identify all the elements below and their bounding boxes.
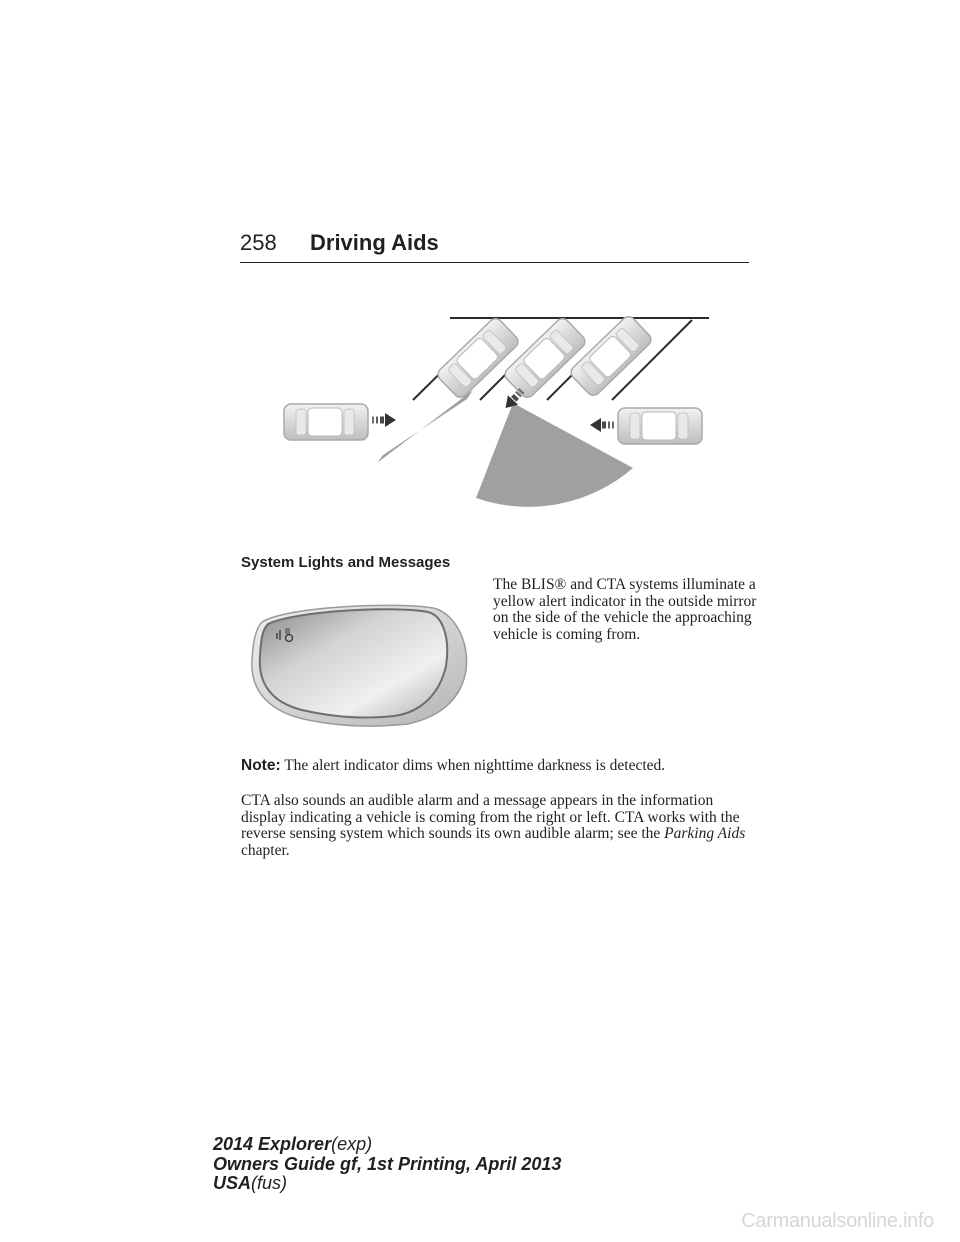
arrow-left-icon <box>590 418 614 432</box>
page-header <box>240 228 749 263</box>
cta-text-end: chapter. <box>241 841 290 859</box>
page-number: 258 <box>240 230 277 255</box>
footer-model: 2014 Explorer <box>213 1134 332 1154</box>
chapter-title: Driving Aids <box>310 230 439 255</box>
footer-model-code: (exp) <box>331 1134 373 1154</box>
note-label: Note: <box>241 757 281 774</box>
approaching-car-left <box>284 404 368 440</box>
section-heading: System Lights and Messages <box>241 554 451 571</box>
footer-region: USA <box>213 1173 252 1193</box>
note-paragraph <box>241 757 761 775</box>
radar-sweep-zones <box>377 390 633 507</box>
intro-paragraph: The BLIS® and CTA systems illuminate a yellow alert indicator in the outside mirror on the side of the vehicle the approaching vehicle is coming from. <box>493 576 757 643</box>
approaching-car-right <box>618 408 702 444</box>
footer-printing: Owners Guide gf, 1st Printing, April 2013 <box>213 1153 562 1174</box>
watermark: Carmanualsonline.info <box>741 1210 934 1232</box>
cta-text: CTA also sounds an audible alarm and a message appears in the information display indicating a vehicle is coming from the right or left. CTA works with the reverse sensing system which sounds its own audible alarm; see the <box>241 792 740 842</box>
arrow-right-icon <box>372 413 396 427</box>
parking-aids-reference: Parking Aids <box>664 825 746 842</box>
cross-traffic-alert-diagram <box>240 290 720 530</box>
note-text: The alert indicator dims when nighttime darkness is detected. <box>284 757 666 774</box>
parked-car-3 <box>568 314 653 398</box>
mirror-glass <box>260 609 447 717</box>
footer <box>213 1135 561 1194</box>
footer-region-code: (fus) <box>251 1173 288 1193</box>
parked-car-2 <box>502 316 587 400</box>
parked-car-1 <box>435 316 520 400</box>
side-mirror-illustration <box>248 600 470 728</box>
cta-paragraph <box>241 793 761 859</box>
